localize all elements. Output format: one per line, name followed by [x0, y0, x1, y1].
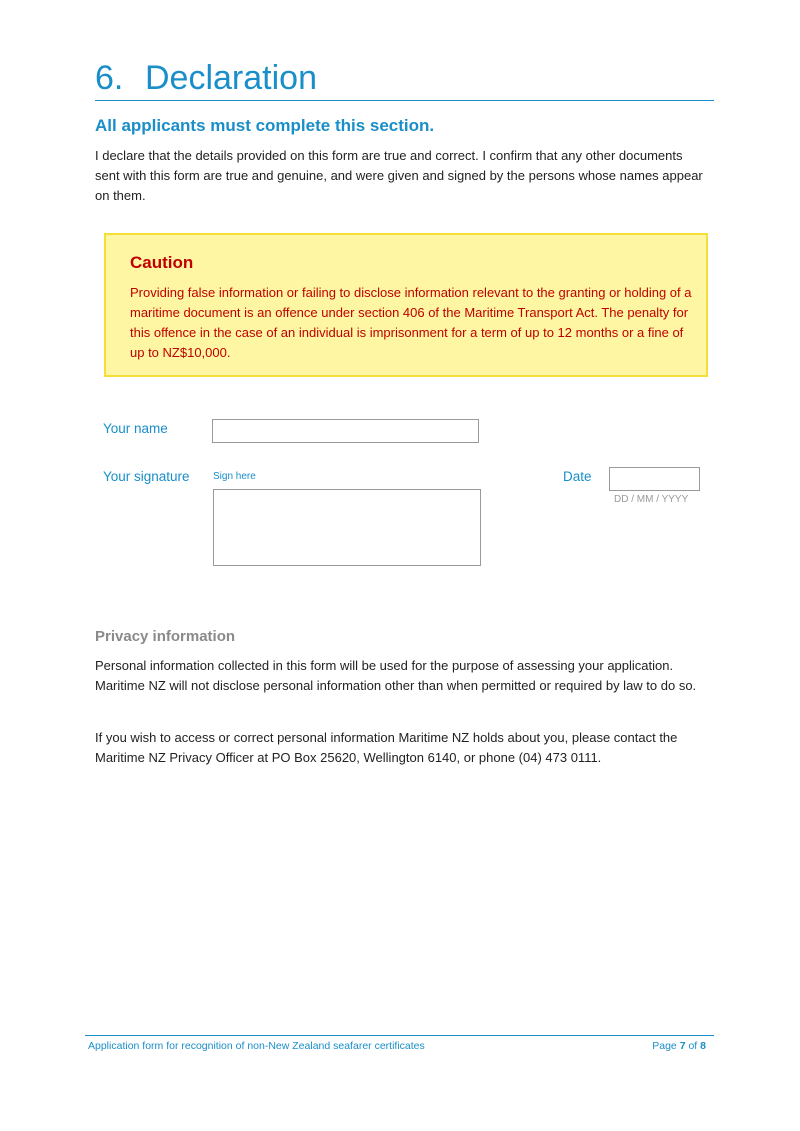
footer-document-title: Application form for recognition of non-New Zealand seafarer certificates: [88, 1040, 425, 1052]
page-label: Page: [652, 1040, 677, 1052]
privacy-heading: Privacy information: [95, 628, 236, 645]
section-heading: [95, 56, 714, 101]
caution-title: Caution: [130, 253, 194, 272]
name-field[interactable]: [212, 419, 479, 443]
sign-here-hint: Sign here: [213, 471, 256, 482]
declaration-text: I declare that the details provided on this form are true and correct. I confirm that any other documents sent with this form are true and genuine, and were given and signed by the persons whose names appear on them.: [95, 148, 703, 203]
date-field[interactable]: [609, 467, 700, 491]
section-subheading: All applicants must complete this section.: [95, 116, 435, 135]
page-current: 7: [679, 1040, 686, 1052]
signature-label: Your signature: [103, 469, 190, 484]
caution-box: [104, 233, 708, 377]
date-label: Date: [563, 469, 592, 484]
section-title: Declaration: [145, 59, 317, 97]
page-of: of: [688, 1040, 698, 1052]
page-total: 8: [700, 1040, 706, 1052]
caution-text: Providing false information or failing to disclose information relevant to the granting or holding of a maritime document is an offence under section 406 of the Maritime Transport Act. The penalty for this offence in the case of an individual is imprisonment for a term of up to 12 months or a fine of up to NZ$10,000.: [130, 285, 692, 360]
footer-page-number: [652, 1040, 706, 1052]
name-label: Your name: [103, 421, 168, 436]
signature-field[interactable]: [213, 489, 481, 566]
privacy-paragraph: Personal information collected in this form will be used for the purpose of assessing your application. Maritime NZ will not disclose personal information other than when permitted or required by law to do so.: [95, 658, 697, 693]
privacy-contact-paragraph: If you wish to access or correct personal information Maritime NZ holds about you, please contact the Maritime NZ Privacy Officer at PO Box 25620, Wellington 6140, or phone (04) 473 0111.: [95, 730, 678, 765]
section-number: 6.: [95, 59, 124, 97]
date-format-hint: DD / MM / YYYY: [614, 494, 689, 505]
page-footer: [85, 1035, 714, 1058]
